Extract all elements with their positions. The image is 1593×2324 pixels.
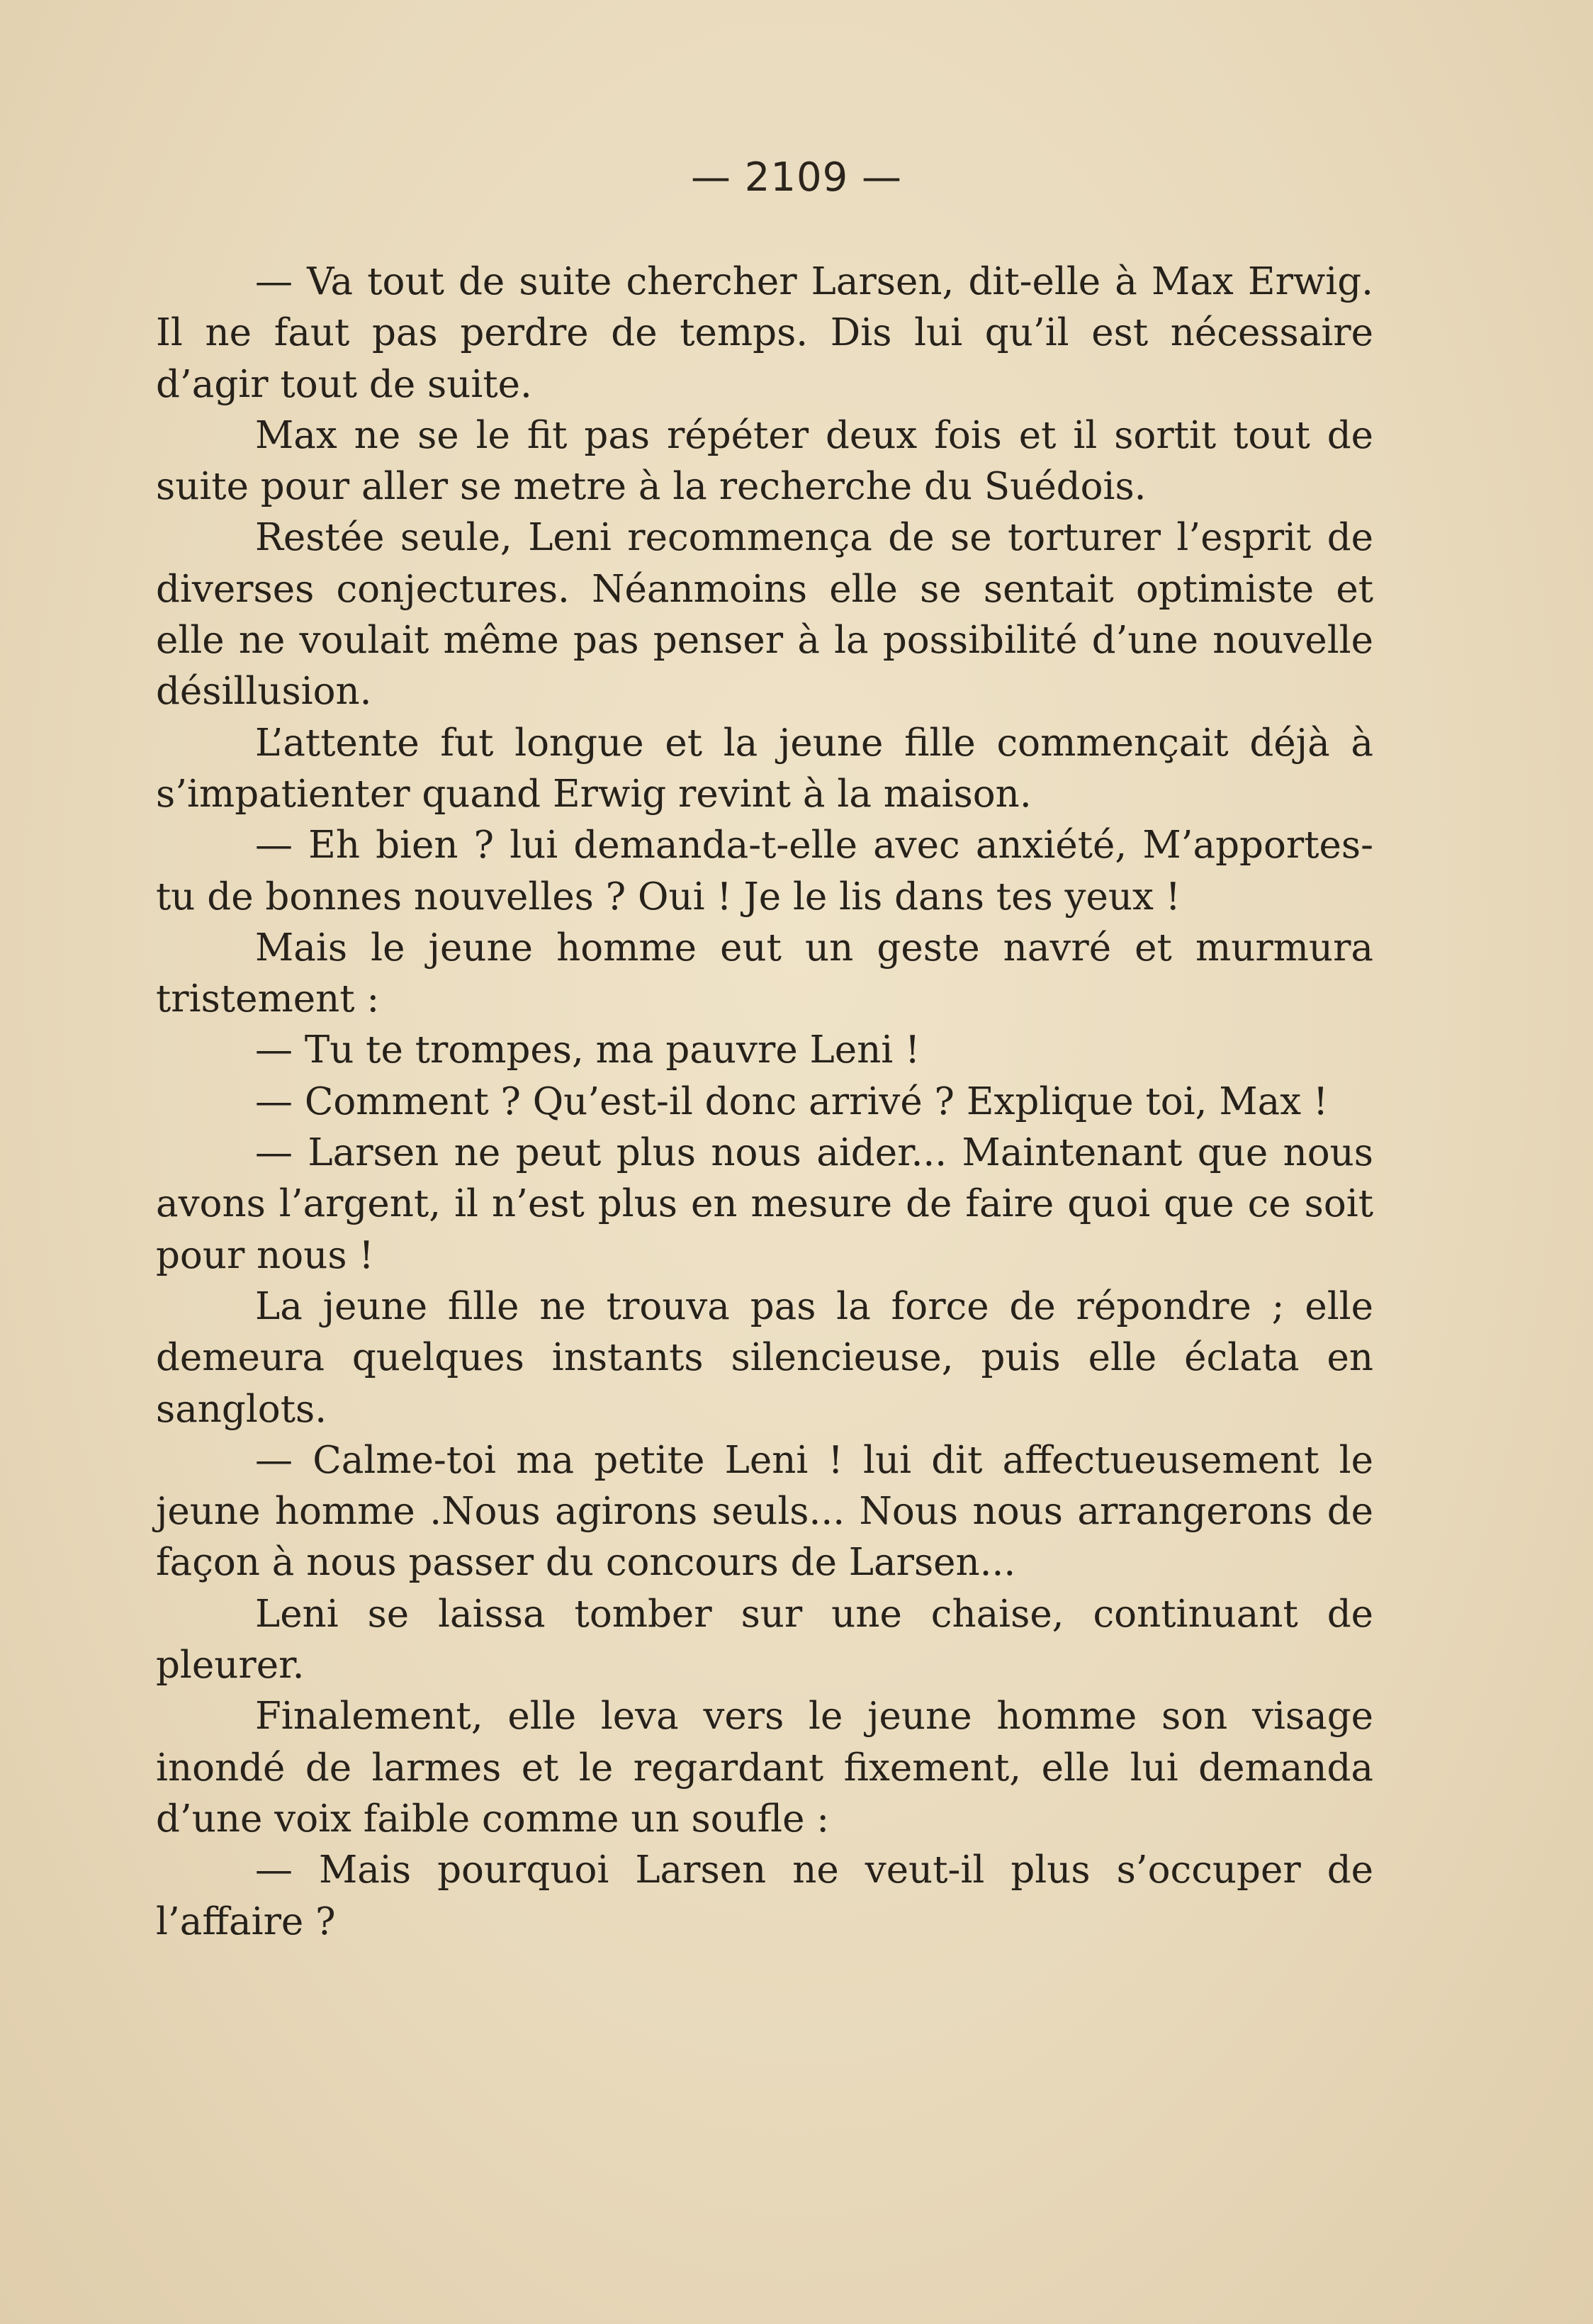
paragraph: La jeune fille ne trouva pas la force de répondre ; elle demeura quelques instants silencieuse, puis elle éclata en sanglots. [156, 1284, 1373, 1431]
paragraph: — Mais pourquoi Larsen ne veut-il plus s’occuper de l’affaire ? [156, 1848, 1373, 1943]
page-number: — 2109 — [690, 155, 903, 201]
paragraph: Finalement, elle leva vers le jeune homme son visage inondé de larmes et le regardant fixement, elle lui demanda d’une voix faible comme un soufle : [156, 1695, 1373, 1841]
paragraph: Max ne se le fit pas répéter deux fois et il sortit tout de suite pour aller se metre à la recherche du Suédois. [156, 413, 1373, 509]
paragraph: — Calme-toi ma petite Leni ! lui dit affectueusement le jeune homme .Nous agirons seuls... Nous nous arrangerons de façon à nous passer du concours de Larsen... [156, 1438, 1373, 1585]
paragraph: — Eh bien ? lui demanda-t-elle avec anxiété, M’apportes-tu de bonnes nouvelles ? Oui ! Je le lis dans tes yeux ! [156, 824, 1373, 919]
paragraph: — Comment ? Qu’est-il donc arrivé ? Explique toi, Max ! [255, 1079, 1329, 1123]
paragraph: — Va tout de suite chercher Larsen, dit-elle à Max Erwig. Il ne faut pas perdre de temps. Dis lui qu’il est nécessaire d’agir tout de suite. [156, 260, 1373, 406]
body-text [156, 257, 1373, 1948]
paragraph: L’attente fut longue et la jeune fille commençait déjà à s’impatienter quand Erwig revint à la maison. [156, 721, 1373, 816]
paragraph: Restée seule, Leni recommença de se torturer l’esprit de diverses conjectures. Néanmoins elle se sentait optimiste et elle ne voulait même pas penser à la possibilité d’une nouvelle désillusion. [156, 516, 1373, 714]
paragraph: Mais le jeune homme eut un geste navré et murmura tristement : [156, 926, 1373, 1021]
paragraph: Leni se laissa tomber sur une chaise, continuant de pleurer. [156, 1592, 1373, 1688]
paragraph: — Larsen ne peut plus nous aider... Maintenant que nous avons l’argent, il n’est plus en mesure de faire quoi que ce soit pour nous ! [156, 1131, 1373, 1277]
paragraph: — Tu te trompes, ma pauvre Leni ! [255, 1028, 921, 1072]
